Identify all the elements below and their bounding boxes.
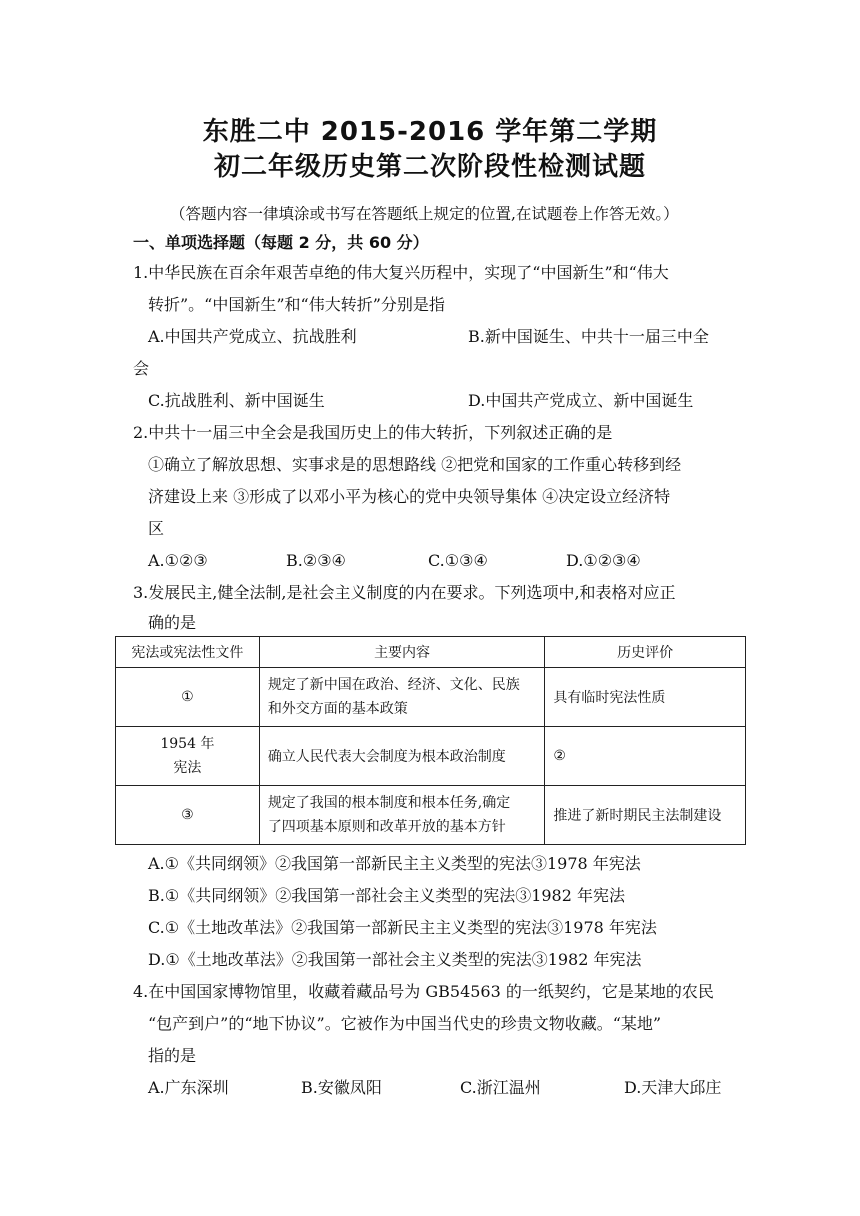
table-cell-text-line: 1954 年 [160,736,215,752]
table-cell: ① [116,668,260,727]
table-header-row [116,637,746,668]
question-2-option-b: B.②③④ [286,551,346,570]
exam-title-line2: 初二年级历史第二次阶段性检测试题 [213,152,646,182]
question-2-stem-line4: 区 [148,519,165,538]
question-1-option-c: C.抗战胜利、新中国诞生 [148,391,325,410]
question-2-option-a: A.①②③ [148,551,208,570]
question-3-option-a: A.①《共同纲领》②我国第一部新民主主义类型的宪法③1978 年宪法 [148,854,641,873]
question-4-stem-line2: “包产到户”的“地下协议”。它被作为中国当代史的珍贵文物收藏。“某地” [148,1014,662,1033]
table-cell [116,727,260,786]
table-cell [259,786,545,845]
question-3-option-b: B.①《共同纲领》②我国第一部社会主义类型的宪法③1982 年宪法 [148,886,625,905]
question-4-option-d: D.天津大邱庄 [624,1078,722,1097]
question-3-option-c: C.①《土地改革法》②我国第一部新民主主义类型的宪法③1978 年宪法 [148,918,657,937]
question-4-option-c: C.浙江温州 [460,1078,541,1097]
question-1-stem-line1: 1.中华民族在百余年艰苦卓绝的伟大复兴历程中，实现了“中国新生”和“伟大 [133,263,669,282]
question-1-option-b: B.新中国诞生、中共十一届三中全 [468,327,709,346]
question-4-stem-line1: 4.在中国国家博物馆里，收藏着藏品号为 GB54563 的一纸契约，它是某地的农民 [133,982,714,1001]
question-2-stem-line3: 济建设上来 ③形成了以邓小平为核心的党中央领导集体 ④决定设立经济特 [148,487,671,506]
question-2-option-c: C.①③④ [428,551,488,570]
question-3-stem-line2: 确的是 [148,613,197,632]
question-2-option-d: D.①②③④ [566,551,641,570]
exam-title-line1: 东胜二中 2015-2016 学年第二学期 [202,117,658,147]
section-heading: 一、单项选择题（每题 2 分，共 60 分） [133,233,429,252]
question-3-option-d: D.①《土地改革法》②我国第一部社会主义类型的宪法③1982 年宪法 [148,950,642,969]
question-1-option-d: D.中国共产党成立、新中国诞生 [468,391,694,410]
table-header-cell: 宪法或宪法性文件 [116,637,260,668]
table-cell: ③ [116,786,260,845]
table-header-cell: 历史评价 [545,637,746,668]
table-cell-text-line: 和外交方面的基本政策 [267,701,408,717]
question-4-option-a: A.广东深圳 [148,1078,229,1097]
table-cell: ② [545,727,746,786]
table-cell: 具有临时宪法性质 [545,668,746,727]
constitution-table [115,636,746,845]
answer-instruction-note: （答题内容一律填涂或书写在答题纸上规定的位置,在试题卷上作答无效。） [170,205,679,223]
question-4-stem-line3: 指的是 [148,1046,197,1065]
question-1-option-a: A.中国共产党成立、抗战胜利 [148,327,357,346]
table-cell [259,668,545,727]
question-1-stem-line2: 转折”。“中国新生”和“伟大转折”分别是指 [148,295,445,314]
table-header-cell: 主要内容 [259,637,545,668]
question-1-option-b-wrap: 会 [133,359,150,378]
table-cell: 推进了新时期民主法制建设 [545,786,746,845]
question-3-stem-line1: 3.发展民主,健全法制,是社会主义制度的内在要求。下列选项中,和表格对应正 [133,583,676,602]
table-cell-text-line: 规定了新中国在政治、经济、文化、民族 [267,677,520,693]
table-row [116,727,746,786]
question-2-stem-line2: ①确立了解放思想、实事求是的思想路线 ②把党和国家的工作重心转移到经 [148,455,682,474]
table-cell: 确立人民代表大会制度为根本政治制度 [259,727,545,786]
question-4-option-b: B.安徽凤阳 [301,1078,382,1097]
table-row [116,668,746,727]
table-row [116,786,746,845]
table-cell-text-line: 了四项基本原则和改革开放的基本方针 [267,819,506,835]
table-cell-text-line: 规定了我国的根本制度和根本任务,确定 [267,795,511,811]
question-2-stem-line1: 2.中共十一届三中全会是我国历史上的伟大转折，下列叙述正确的是 [133,423,613,442]
table-cell-text-line: 宪法 [173,760,202,776]
